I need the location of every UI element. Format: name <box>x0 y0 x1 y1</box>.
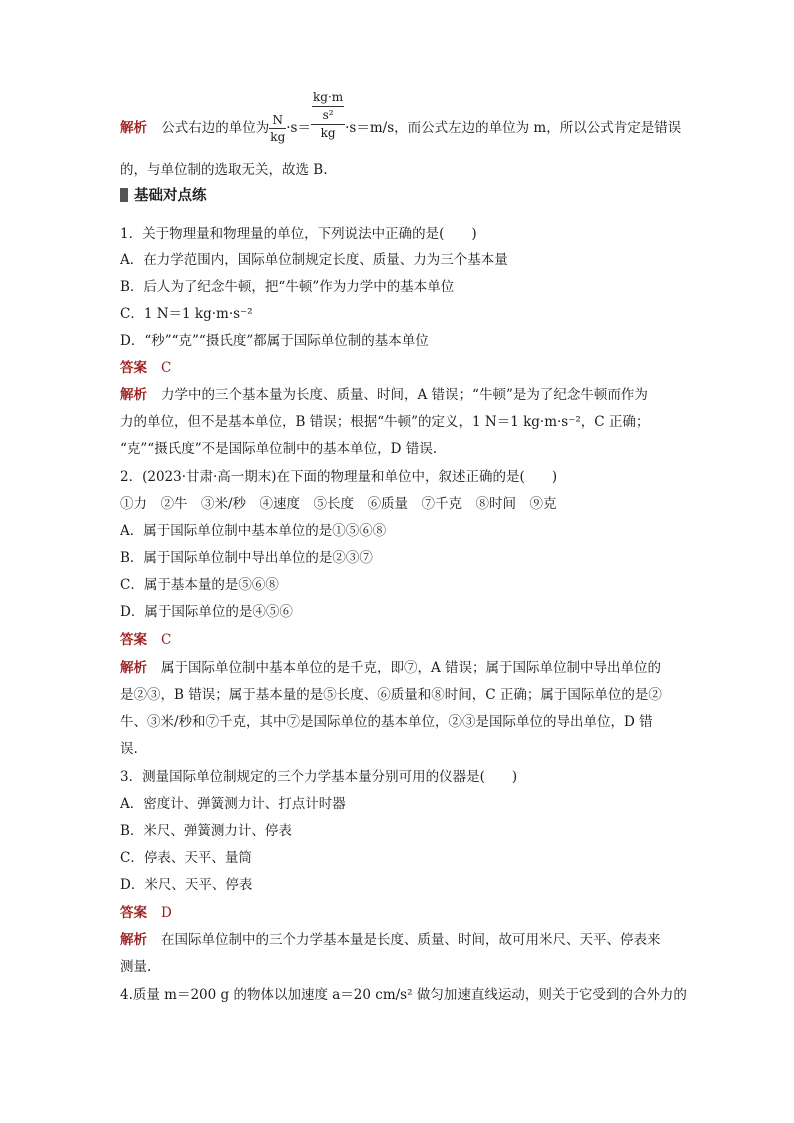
q3-analysis-line2: 测量. <box>120 959 152 975</box>
frac2-denominator: kg <box>320 125 336 140</box>
q4-stem: 4.质量 m＝200 g 的物体以加速度 a＝20 cm/s² 做匀加速直线运动，则关于它受到的合外力的 <box>120 987 687 1003</box>
intro-analysis-line2: 的，与单位制的选取无关，故选 B. <box>120 162 328 178</box>
q1-option-d: D．“秒”“克”“摄氏度”都属于国际单位制的基本单位 <box>120 333 429 349</box>
answer-label: 答案 <box>120 360 147 376</box>
q2-items: ①力 ②牛 ③米/秒 ④速度 ⑤长度 ⑥质量 ⑦千克 ⑧时间 ⑨克 <box>120 496 557 512</box>
q2-stem: 2．(2023·甘肃·高一期末)在下面的物理量和单位中，叙述正确的是( ) <box>120 469 558 485</box>
frac1-denominator: kg <box>270 130 286 144</box>
section-marker-icon <box>120 188 128 202</box>
q1-answer <box>120 358 680 378</box>
fraction-compound <box>311 89 345 141</box>
analysis-tag: 解析 <box>120 120 147 136</box>
q2-option-c: C．属于基本量的是⑤⑥⑧ <box>120 577 279 593</box>
q1-analysis-line2: 力的单位，但不是基本单位，B 错误；根据“牛顿”的定义，1 N＝1 kg·m·s⁻²，C 正确； <box>120 414 650 430</box>
q1-option-c: C．1 N＝1 kg·m·s⁻² <box>120 306 253 322</box>
q1-analysis-line1 <box>120 385 680 405</box>
q2-option-b: B．属于国际单位制中导出单位的是②③⑦ <box>120 550 373 566</box>
analysis-text: 属于国际单位制中基本单位的是千克，即⑦，A 错误；属于国际单位制中导出单位的 <box>161 660 662 676</box>
inner-frac-numerator: kg·m <box>312 89 344 107</box>
section-title: 基础对点练 <box>134 187 207 204</box>
q2-analysis-line4: 误. <box>120 741 138 757</box>
q3-option-d: D．米尺、天平、停表 <box>120 877 253 893</box>
q3-option-c: C．停表、天平、量筒 <box>120 850 252 866</box>
frac1-numerator: N <box>269 112 286 129</box>
q2-analysis-line3: 牛、③米/秒和⑦千克，其中⑦是国际单位的基本单位，②③是国际单位的导出单位，D 错 <box>120 714 653 730</box>
answer-value: C <box>161 360 172 376</box>
q3-answer <box>120 903 680 923</box>
q3-option-b: B．米尺、弹簧测力计、停表 <box>120 823 292 839</box>
q2-option-d: D．属于国际单位的是④⑤⑥ <box>120 604 293 620</box>
q1-stem: 1．关于物理量和物理量的单位，下列说法中正确的是( ) <box>120 226 477 242</box>
q3-analysis-line1 <box>120 930 680 950</box>
inner-frac-denominator: s² <box>322 107 334 122</box>
fraction-n-over-kg <box>269 112 286 145</box>
answer-label: 答案 <box>120 632 147 648</box>
analysis-label: 解析 <box>120 387 147 403</box>
section-heading <box>120 186 680 206</box>
intro-text-before: 公式右边的单位为 <box>161 120 270 136</box>
q1-analysis-line3: “克”“摄氏度”不是国际单位制中的基本单位，D 错误. <box>120 441 438 457</box>
frac2-numerator <box>311 89 345 125</box>
q2-answer <box>120 630 680 650</box>
q1-option-b: B．后人为了纪念牛顿，把“牛顿”作为力学中的基本单位 <box>120 279 455 295</box>
q2-analysis-line1 <box>120 658 680 678</box>
q1-option-a: A．在力学范围内，国际单位制规定长度、质量、力为三个基本量 <box>120 252 508 268</box>
q3-option-a: A．密度计、弹簧测力计、打点计时器 <box>120 796 346 812</box>
q2-option-a: A．属于国际单位制中基本单位的是①⑤⑥⑧ <box>120 523 387 539</box>
intro-text-after: ·s＝m/s，而公式左边的单位为 m，所以公式肯定是错误 <box>345 120 682 136</box>
q2-analysis-line2: 是②③，B 错误；属于基本量的是⑤长度、⑥质量和⑧时间，C 正确；属于国际单位的是② <box>120 687 662 703</box>
inner-fraction <box>312 89 344 123</box>
answer-value: C <box>161 632 172 648</box>
analysis-text: 力学中的三个基本量为长度、质量、时间，A 错误；“牛顿”是为了纪念牛顿而作为 <box>161 387 648 403</box>
q3-stem: 3．测量国际单位制规定的三个力学基本量分别可用的仪器是( ) <box>120 769 518 785</box>
analysis-text: 在国际单位制中的三个力学基本量是长度、质量、时间，故可用米尺、天平、停表来 <box>161 932 661 948</box>
answer-value: D <box>161 905 172 921</box>
analysis-label: 解析 <box>120 932 147 948</box>
intro-mid: ·s＝ <box>286 120 311 136</box>
answer-label: 答案 <box>120 905 147 921</box>
analysis-label: 解析 <box>120 660 147 676</box>
